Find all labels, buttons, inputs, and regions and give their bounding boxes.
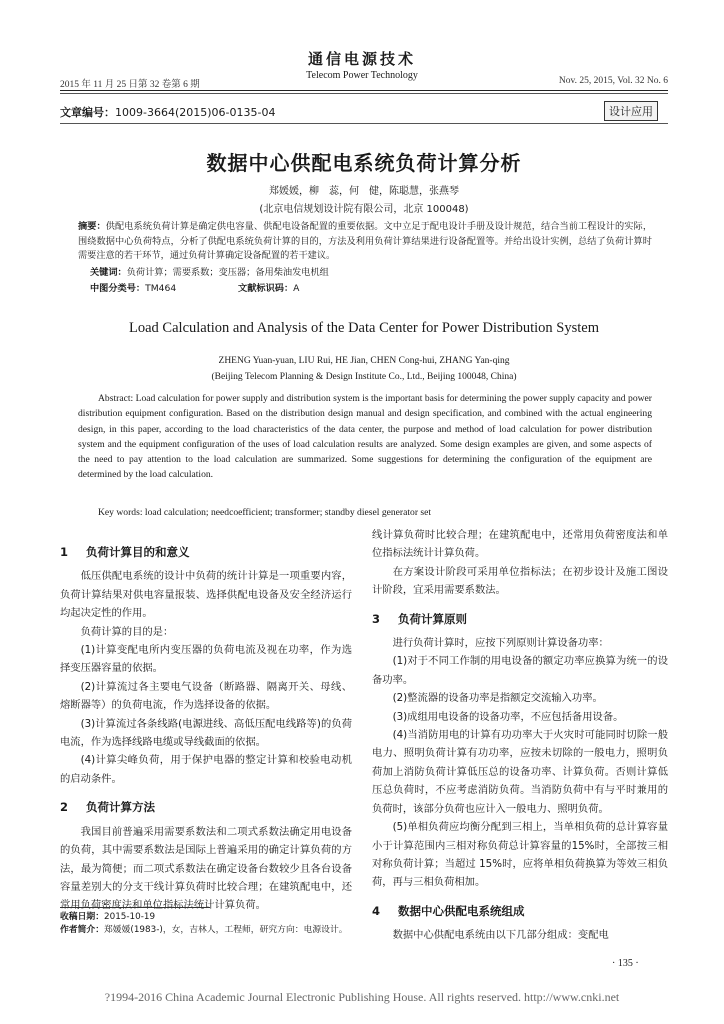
header-rule [60, 90, 668, 91]
journal-title-en: Telecom Power Technology [306, 70, 418, 81]
article-number-value: 1009-3664(2015)06-0135-04 [115, 106, 276, 119]
section-1-number: 1 [60, 545, 69, 559]
clc-label: 中图分类号： [90, 283, 146, 294]
section-3-heading [372, 610, 668, 628]
doc-code-value: A [293, 283, 300, 294]
section-1-paragraph: 负荷计算的目的是： [80, 625, 174, 638]
column-badge: 设计应用 [604, 101, 658, 121]
section-4-title: 数据中心供配电系统组成 [398, 903, 525, 918]
body-left-column [60, 535, 352, 912]
header-issue-cn: 2015 年 11 月 25 日第 32 卷第 6 期 [60, 80, 200, 90]
abstract-cn [78, 220, 652, 264]
received-date: 2015-10-19 [104, 912, 156, 922]
section-3-paragraph: (5)单相负荷应均衡分配到三相上，当单相负荷的总计算容量小于计算范围内三相对称负荷总计算容量的15%时，全部按三相对称负荷计算；当超过 15%时，应将单相负荷换算为等效三相负荷，再与三相负荷相加。 [372, 821, 668, 889]
section-1-paragraph: (3)计算流过各条线路(电源进线、高低压配电线路等)的负荷电流，作为选择线路电缆或导线截面的依据。 [60, 717, 352, 749]
section-3-paragraph: (3)成组用电设备的设备功率，不应包括备用设备。 [392, 710, 624, 723]
keywords-en-label: Key words: [98, 507, 143, 518]
paper-title-en: Load Calculation and Analysis of the Data Center for Power Distribution System [129, 320, 599, 336]
section-1-paragraph: 低压供配电系统的设计中负荷的统计计算是一项重要内容，负荷计算结果对供电容量报装、选择供配电设备及安全经济运行均起决定性的作用。 [60, 570, 352, 620]
section-3-title: 负荷计算原则 [398, 611, 467, 626]
keywords-cn [90, 264, 329, 278]
section-1-paragraph: (4)计算尖峰负荷，用于保护电器的整定计算和校验电动机的启动条件。 [60, 754, 352, 785]
footnote-received [60, 911, 352, 924]
section-2-number: 2 [60, 800, 69, 815]
section-4-number: 4 [372, 903, 381, 918]
doc-code-label: 文献标识码： [238, 283, 294, 294]
affiliation-cn: (北京电信规划设计院有限公司，北京 100048) [259, 204, 469, 215]
classification [90, 280, 299, 294]
section-2-paragraph: 我国目前普遍采用需要系数法和二项式系数法确定用电设备的负荷，其中需要系数法是国际上普遍采用的确定计算负荷的方法，最为简便；而二项式系数法在确定设备台数较少且各台设备容量差别大的分支干线计算负荷时比较合理；在建筑配电中，还常用负荷密度法和单位指标法统计计算负荷。 [60, 825, 352, 912]
section-3-paragraph: 进行负荷计算时，应按下列原则计算设备功率： [392, 637, 609, 650]
section-2-heading [60, 798, 352, 816]
section-1-paragraph: (1)计算变配电所内变压器的负荷电流及视在功率，作为选择变压器容量的依据。 [60, 644, 352, 675]
keywords-en-text: load calculation; needcoefficient; transformer; standby diesel generator set [144, 507, 432, 518]
section-3-paragraph: (4)当消防用电的计算有功功率大于火灾时可能同时切除一般电力、照明负荷计算有功功率，应按未切除的一般电力，照明负荷加上消防负荷计算低压总的设备功率、计算负荷。否则计算低压总负荷时，不应考虑消防负荷。当消防负荷中有与平时兼用的负荷时，该部分负荷也应计入一般电力、照明负荷。 [372, 729, 668, 815]
authors-cn: 郑媛媛，柳 蕊，何 健，陈聪慧，张燕琴 [269, 186, 459, 197]
section-2-paragraph-continued: 线计算负荷时比较合理；在建筑配电中，还常用负荷密度法和单位指标法统计计算负荷。 [372, 529, 668, 560]
body-right-column [372, 526, 668, 945]
journal-title-cn: 通信电源技术 [307, 50, 416, 68]
header-rule-thin [60, 93, 668, 94]
copyright-footer: ?1994-2016 China Academic Journal Electronic Publishing House. All rights reserved. http://www.cnki.net [104, 990, 620, 1004]
section-1-paragraph: (2)计算流过各主要电气设备（断路器、隔离开关、母线、熔断器等）的负荷电流，作为选择设备的依据。 [60, 680, 352, 712]
abstract-en [78, 391, 652, 483]
section-3-paragraph: (1)对于不同工作制的用电设备的额定功率应换算为统一的设备功率。 [372, 655, 668, 686]
abstract-cn-text: 供配电系统负荷计算是确定供电容量、供配电设备配置的重要依据。文中立足于配电设计手册及设计规范，结合当前工程设计的实际，围绕数据中心负荷特点，分析了供配电系统负荷计算的目的，方法及利用负荷计算结果进行设备配置等。并给出设计实例，总结了负荷计算时需要注意的若干环节，通过负荷计算确定设备配置的若干建议。 [78, 221, 653, 261]
author-bio-label: 作者简介： [60, 925, 104, 935]
author-bio: 郑媛媛(1983-)，女，吉林人，工程师，研究方向：电源设计。 [104, 925, 348, 935]
abstract-en-label: Abstract: [98, 393, 134, 404]
section-1-heading [60, 543, 352, 561]
abstract-en-text: Load calculation for power supply and distribution system is the important basis for determining the power supply capacity and power distribution equipment configuration. Based on the distribution design manual and design specification, and combined with the actual engineering design, in this paper, according to the load characteristics of the data center, the purpose and method of load calculation for power distribution system and the equipment configuration of the uses of load calculation results are analyzed. Some design examples are given, and some aspects of the need to pay attention to the load calculation are summarized. Some suggestions for determining the configuration of the equipment are determined by the load calculation. [78, 393, 652, 481]
section-2-title: 负荷计算方法 [86, 800, 155, 815]
paper-title-cn: 数据中心供配电系统负荷计算分析 [206, 151, 522, 175]
footnote-author [60, 924, 352, 937]
keywords-cn-text: 负荷计算；需要系数；变压器；备用柴油发电机组 [126, 267, 329, 278]
footnote-rule [60, 907, 210, 908]
authors-en: ZHENG Yuan-yuan, LIU Rui, HE Jian, CHEN Cong-hui, ZHANG Yan-qing [218, 356, 510, 366]
article-number [60, 104, 275, 120]
header-issue-en: Nov. 25, 2015, Vol. 32 No. 6 [558, 76, 668, 86]
section-4-paragraph: 数据中心供配电系统由以下几部分组成：变配电 [392, 929, 609, 942]
section-3-number: 3 [372, 611, 381, 626]
section-3-paragraph: (2)整流器的设备功率是指额定交流输入功率。 [392, 692, 603, 705]
page-number: · 135 · [612, 958, 639, 969]
article-rule [60, 123, 668, 124]
footnote [60, 911, 352, 937]
clc-value: TM464 [145, 283, 177, 294]
section-4-heading [372, 902, 668, 920]
section-2-paragraph: 在方案设计阶段可采用单位指标法；在初步设计及施工图设计阶段，宜采用需要系数法。 [372, 565, 668, 597]
keywords-cn-label: 关键词： [90, 267, 127, 278]
received-label: 收稿日期： [60, 912, 104, 922]
article-number-label: 文章编号： [60, 106, 115, 119]
abstract-cn-label: 摘要： [78, 221, 106, 232]
affiliation-en: (Beijing Telecom Planning & Design Institute Co., Ltd., Beijing 100048, China) [211, 372, 517, 382]
section-1-title: 负荷计算目的和意义 [86, 545, 190, 559]
keywords-en [98, 507, 431, 518]
